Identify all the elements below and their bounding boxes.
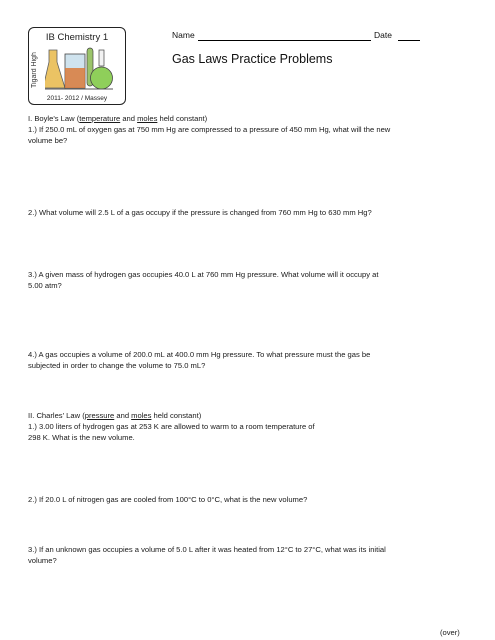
date-field[interactable]: [398, 40, 420, 41]
s1-question-1-line1: 1.) If 250.0 mL of oxygen gas at 750 mm Hg are compressed to a pressure of 450 mm Hg, what will the new: [28, 125, 391, 134]
s1-question-4-line1: 4.) A gas occupies a volume of 200.0 mL at 400.0 mm Hg pressure. To what pressure must the gas be: [28, 350, 371, 359]
s1-question-2: 2.) What volume will 2.5 L of a gas occupy if the pressure is changed from 760 mm Hg to 630 mm Hg?: [28, 208, 372, 217]
s1-question-4-line2: subjected in order to change the volume to 75.0 mL?: [28, 361, 206, 370]
section1-heading: I. Boyle's Law (temperature and moles held constant): [28, 114, 208, 123]
s2-question-2: 2.) If 20.0 L of nitrogen gas are cooled from 100°C to 0°C, what is the new volume?: [28, 495, 308, 504]
logo-footer: 2011- 2012 / Massey: [46, 95, 108, 102]
page-title: Gas Laws Practice Problems: [172, 52, 333, 66]
s2-question-3-line1: 3.) If an unknown gas occupies a volume of 5.0 L after it was heated from 12°C to 27°C, what was its initial: [28, 545, 386, 554]
s1-question-1-line2: volume be?: [28, 136, 68, 145]
s2-question-1-line2: 298 K. What is the new volume.: [28, 433, 135, 442]
course-logo: [28, 27, 126, 105]
logo-side-text: Tigard High: [31, 52, 38, 88]
over-note: (over): [440, 628, 460, 637]
name-field[interactable]: [198, 40, 371, 41]
section2-heading: II. Charles' Law (pressure and moles held constant): [28, 411, 202, 420]
s2-question-3-line2: volume?: [28, 556, 57, 565]
name-label: Name: [172, 30, 195, 40]
s1-question-3-line2: 5.00 atm?: [28, 281, 62, 290]
s1-question-3-line1: 3.) A given mass of hydrogen gas occupies 40.0 L at 760 mm Hg pressure. What volume will it occupy at: [28, 270, 379, 279]
s2-question-1-line1: 1.) 3.00 liters of hydrogen gas at 253 K are allowed to warm to a room temperature of: [28, 422, 315, 431]
lab-glassware-icon: [45, 44, 113, 94]
date-label: Date: [374, 30, 392, 40]
logo-title: IB Chemistry 1: [45, 32, 109, 43]
